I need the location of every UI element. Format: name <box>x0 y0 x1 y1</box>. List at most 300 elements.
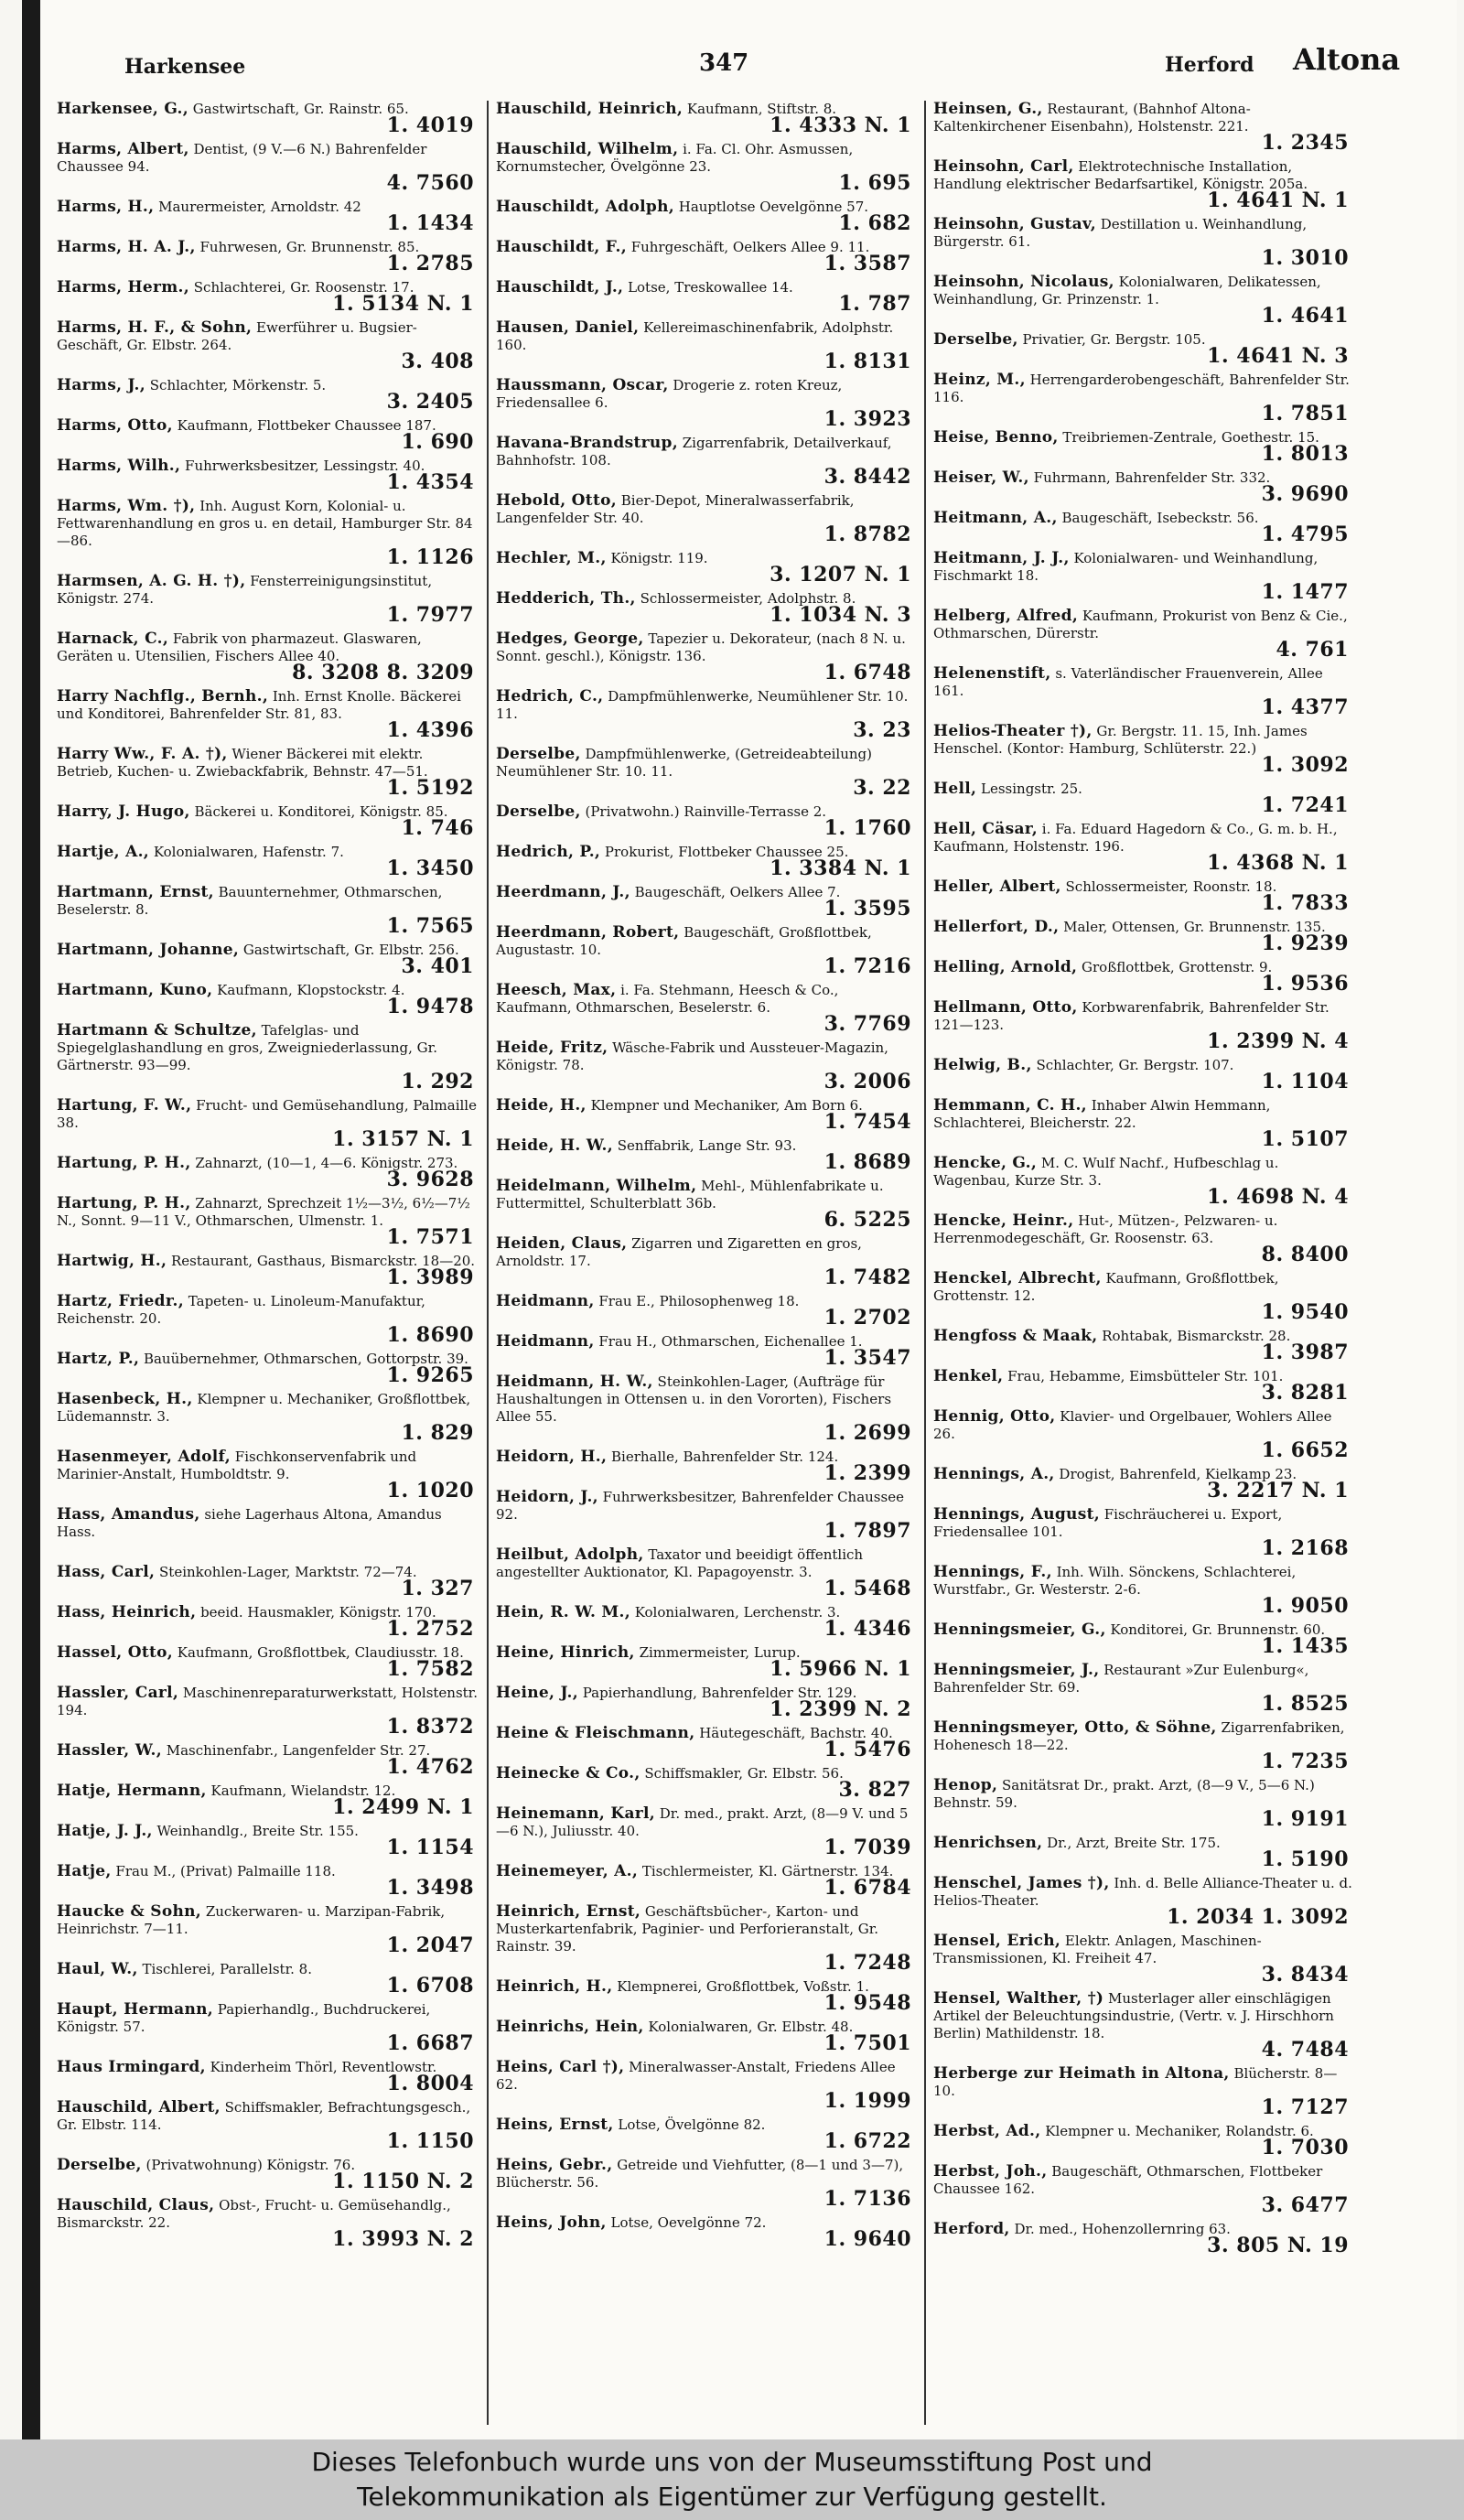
entry-details: Inh. August Korn, Kolonial- u. Fettwarenhandlung en gros u. en detail, Hamburger Str. 84—86. <box>57 498 473 549</box>
entry-phone-number: 1. 9536 <box>1261 972 1349 996</box>
entry-phone-number: 1. 9050 <box>1261 1594 1349 1618</box>
directory-entry <box>57 1253 479 1287</box>
directory-entry <box>496 630 917 682</box>
entry-name: Heerdmann, Robert, <box>496 923 680 942</box>
entry-details: Privatier, Gr. Bergstr. 105. <box>1022 331 1206 348</box>
entry-phone-number: 1. 8782 <box>824 522 911 546</box>
entry-name: Heinz, M., <box>933 371 1026 389</box>
entry-name: Heinsohn, Carl, <box>933 157 1074 176</box>
entry-details: Schlossermeister, Roonstr. 18. <box>1065 878 1277 895</box>
directory-entry <box>496 1292 917 1330</box>
entry-details: Baugeschäft, Oelkers Allee 7. <box>634 884 841 900</box>
entry-name: Harkensee, G., <box>57 101 188 118</box>
entry-name: Heerdmann, J., <box>496 883 630 901</box>
column-1 <box>49 101 487 2425</box>
entry-phone-number: 1. 1154 <box>386 1836 474 1859</box>
entry-name: Hass, Heinrich, <box>57 1603 197 1621</box>
entry-name: Derselbe, <box>496 745 581 763</box>
entry-name: Hartz, Friedr., <box>57 1292 184 1310</box>
directory-entry <box>57 1903 479 1955</box>
entry-details: Zahnarzt, Sprechzeit 1½—3½, 6½—7½ N., Sonnt. 9—11 V., Othmarschen, Ulmenstr. 1. <box>57 1195 470 1229</box>
entry-details: Klavier- und Orgelbauer, Wohlers Allee 26. <box>933 1408 1332 1442</box>
directory-entry <box>57 2059 479 2093</box>
entry-name: Derselbe, <box>496 802 581 821</box>
entry-name: Hatje, <box>57 1862 112 1880</box>
entry-name: Heinrichs, Hein, <box>496 2018 644 2036</box>
entry-details: Wiener Bäckerei mit elektr. Betrieb, Kuchen- u. Zwiebackfabrik, Behnstr. 47—51. <box>57 746 428 780</box>
entry-details: Kaufmann, Wielandstr. 12. <box>210 1782 396 1799</box>
directory-entry <box>57 1643 479 1681</box>
entry-name: Helwig, B., <box>933 1056 1032 1074</box>
entry-details: Schlossermeister, Adolphstr. 8. <box>640 590 856 607</box>
entry-phone-number: 1. 1477 <box>1261 580 1349 604</box>
directory-entry <box>57 2000 479 2055</box>
entry-details: Lotse, Övelgönne 82. <box>618 2116 766 2133</box>
directory-entry <box>57 1096 479 1151</box>
entry-name: Hasenmeyer, Adolf, <box>57 1448 231 1466</box>
header-city: Altona <box>1293 42 1401 77</box>
entry-phone-number: 1. 4346 <box>824 1617 911 1641</box>
entry-phone-number: 3. 805 N. 19 <box>1207 2234 1349 2257</box>
footer-line-1: Dieses Telefonbuch wurde uns von der Museumsstiftung Post und <box>311 2447 1153 2477</box>
entry-phone-number: 1. 1435 <box>1261 1634 1349 1658</box>
entry-phone-number: 1. 6687 <box>386 2031 474 2055</box>
entry-details: Kolonialwaren, Delikatessen, Weinhandlung, Gr. Prinzenstr. 1. <box>933 274 1321 307</box>
entry-details: Zigarrenfabrik, Detailverkauf, Bahnhofstr. 108. <box>496 435 892 468</box>
entry-details: Kellereimaschinenfabrik, Adolphstr. 160. <box>496 319 894 353</box>
directory-entry <box>57 1292 479 1347</box>
entry-phone-number: 1. 4368 N. 1 <box>1207 851 1349 875</box>
entry-phone-number: 1. 2345 <box>1261 131 1349 155</box>
directory-entry <box>57 198 479 235</box>
entry-phone-number: 1. 3595 <box>824 897 911 921</box>
entry-name: Hencke, G., <box>933 1154 1038 1172</box>
entry-phone-number: 1. 3498 <box>386 1876 474 1900</box>
entry-name: Heidmann, H. W., <box>496 1373 653 1391</box>
entry-details: Klempner u. Mechaniker, Rolandstr. 6. <box>1045 2123 1314 2139</box>
entry-name: Hausen, Daniel, <box>496 318 640 337</box>
entry-phone-number: 1. 682 <box>838 211 911 235</box>
entry-phone-number: 1. 6784 <box>824 1876 911 1900</box>
entry-phone-number: 1. 1150 N. 2 <box>332 2170 474 2193</box>
entry-phone-number: 1. 9239 <box>1261 932 1349 955</box>
entry-name: Harms, H., <box>57 198 155 216</box>
entry-phone-number: 1. 5192 <box>386 776 474 800</box>
entry-phone-number: 1. 2499 N. 1 <box>332 1795 474 1819</box>
archive-footer <box>0 2439 1464 2520</box>
entry-phone-number: 1. 5190 <box>1261 1847 1349 1871</box>
entry-name: Hartz, P., <box>57 1350 140 1368</box>
entry-phone-number: 1. 2752 <box>386 1617 474 1641</box>
entry-name: Hartung, P. H., <box>57 1194 191 1212</box>
directory-entry <box>57 1862 479 1900</box>
entry-phone-number: 1. 4354 <box>386 470 474 494</box>
entry-phone-number: 3. 8442 <box>824 465 911 489</box>
footer-line-2: Telekommunikation als Eigentümer zur Verfügung gestellt. <box>357 2482 1107 2512</box>
entry-phone-number: 4. 7560 <box>386 171 474 195</box>
entry-details: Tapeten- u. Linoleum-Manufaktur, Reichenstr. 20. <box>57 1293 425 1327</box>
entry-details: Schlachterei, Gr. Roosenstr. 17. <box>193 279 414 296</box>
entry-details: Kaufmann, Stiftstr. 8. <box>686 101 837 117</box>
entry-phone-number: 8. 8400 <box>1261 1243 1349 1266</box>
directory-entry <box>496 1448 917 1485</box>
entry-details: Dentist, (9 V.—6 N.) Bahrenfelder Chaussee 94. <box>57 141 427 175</box>
entry-name: Henningsmeier, G., <box>933 1621 1106 1639</box>
entry-details: Bier-Depot, Mineralwasserfabrik, Langenfelder Str. 40. <box>496 492 855 526</box>
entry-details: Inh. Wilh. Sönckens, Schlachterei, Wurstfabr., Gr. Westerstr. 2-6. <box>933 1564 1297 1598</box>
entry-details: Bierhalle, Bahrenfelder Str. 124. <box>611 1448 839 1465</box>
entry-details: Schlachter, Mörkenstr. 5. <box>149 377 327 393</box>
entry-details: Baugeschäft, Großflottbek, Augustastr. 10. <box>496 924 872 958</box>
directory-entry <box>496 1177 917 1232</box>
entry-phone-number: 1. 1104 <box>1261 1070 1349 1093</box>
entry-name: Helios-Theater †), <box>933 722 1093 740</box>
entry-name: Hengfoss & Maak, <box>933 1327 1098 1345</box>
entry-phone-number: 1. 7565 <box>386 914 474 938</box>
directory-entry <box>496 2116 917 2153</box>
directory-entry <box>496 278 917 316</box>
entry-name: Heitmann, J. J., <box>933 549 1070 567</box>
directory-entry <box>496 687 917 742</box>
page-header <box>99 40 1401 86</box>
entry-name: Haupt, Hermann, <box>57 2000 213 2019</box>
entry-phone-number: 1. 3989 <box>386 1265 474 1289</box>
entry-name: Herford, <box>933 2220 1010 2238</box>
entry-phone-number: 3. 8434 <box>1261 1963 1349 1987</box>
entry-name: Hartmann, Ernst, <box>57 883 214 901</box>
entry-name: Heinrich, H., <box>496 1977 613 1996</box>
entry-name: Heise, Benno, <box>933 428 1059 447</box>
entry-details: Senffabrik, Lange Str. 93. <box>617 1137 797 1154</box>
entry-name: Heller, Albert, <box>933 878 1061 896</box>
entry-details: Destillation u. Weinhandlung, Bürgerstr. 61. <box>933 216 1308 250</box>
entry-name: Hedrich, C., <box>496 687 604 705</box>
entry-phone-number: 3. 2217 N. 1 <box>1207 1479 1349 1502</box>
entry-details: Drogist, Bahrenfeld, Kielkamp 23. <box>1059 1466 1297 1482</box>
entry-phone-number: 1. 7241 <box>1261 793 1349 817</box>
entry-phone-number: 1. 1434 <box>386 211 474 235</box>
entry-details: Taxator und beeidigt öffentlich angestellter Auktionator, Kl. Papagoyenstr. 3. <box>496 1546 864 1580</box>
directory-entry <box>57 1155 479 1189</box>
entry-details: Fuhrwesen, Gr. Brunnenstr. 85. <box>199 239 420 255</box>
entry-phone-number: 1. 2168 <box>1261 1536 1349 1560</box>
entry-phone-number: 1. 2699 <box>824 1421 911 1445</box>
entry-name: Helenenstift, <box>933 664 1051 683</box>
entry-details: Steinkohlen-Lager, Marktstr. 72—74. <box>159 1564 417 1580</box>
entry-details: Hauptlotse Oevelgönne 57. <box>678 199 869 215</box>
entry-details: Kaufmann, Prokurist von Benz & Cie., Othmarschen, Dürerstr. <box>933 608 1348 641</box>
entry-phone-number: 1. 7501 <box>824 2031 911 2055</box>
directory-entry <box>57 687 479 742</box>
entry-name: Hassler, W., <box>57 1741 162 1760</box>
directory-entry <box>933 998 1354 1053</box>
entry-phone-number: 4. 7484 <box>1261 2038 1349 2062</box>
entry-name: Derselbe, <box>933 330 1018 349</box>
directory-entry <box>933 2123 1354 2157</box>
entry-details: Fensterreinigungsinstitut, Königstr. 274. <box>57 573 433 607</box>
directory-page <box>22 0 1457 2439</box>
directory-entry <box>496 2058 917 2113</box>
entry-name: Hassel, Otto, <box>57 1643 174 1662</box>
entry-phone-number: 1. 8131 <box>824 350 911 373</box>
entry-name: Hauschild, Claus, <box>57 2196 215 2214</box>
entry-name: Hensel, Walther, †) <box>933 1989 1104 2008</box>
entry-name: Henop, <box>933 1776 998 1794</box>
entry-details: Schiffsmakler, Gr. Elbstr. 56. <box>644 1765 844 1782</box>
entry-details: Lessingstr. 25. <box>981 781 1082 797</box>
entry-name: Heine & Fleischmann, <box>496 1724 695 1742</box>
directory-entry <box>57 2196 479 2251</box>
entry-details: Elektr. Anlagen, Maschinen-Transmissionen, Kl. Freiheit 47. <box>933 1933 1262 1966</box>
directory-entry <box>933 215 1354 270</box>
entry-details: Konditorei, Gr. Brunnenstr. 60. <box>1110 1621 1326 1638</box>
entry-name: Heinemann, Karl, <box>496 1804 655 1823</box>
entry-phone-number: 1. 9640 <box>824 2227 911 2251</box>
entry-details: Häutegeschäft, Bachstr. 40. <box>699 1725 893 1741</box>
directory-entry <box>933 1719 1354 1771</box>
directory-entry <box>57 941 479 978</box>
entry-details: Dr., Arzt, Breite Str. 175. <box>1047 1835 1221 1851</box>
entry-phone-number: 1. 2785 <box>386 252 474 275</box>
entry-phone-number: 1. 7454 <box>824 1110 911 1134</box>
entry-name: Hennig, Otto, <box>933 1407 1056 1426</box>
entry-phone-number: 1. 4396 <box>386 718 474 742</box>
directory-entry <box>496 1332 917 1370</box>
entry-name: Hauschildt, F., <box>496 238 627 256</box>
entry-details: Geschäftsbücher-, Karton- und Musterkartenfabrik, Paginier- und Perforieranstalt, Gr. Rainstr. 39. <box>496 1903 879 1955</box>
entry-details: Sanitätsrat Dr., prakt. Arzt, (8—9 V., 5—6 N.) Behnstr. 59. <box>933 1777 1315 1811</box>
entry-details: Fabrik von pharmazeut. Glaswaren, Geräten u. Utensilien, Fischers Allee 40. <box>57 630 422 664</box>
entry-phone-number: 3. 408 <box>401 350 474 373</box>
entry-details: Schiffsmakler, Befrachtungsgesch., Gr. Elbstr. 114. <box>57 2099 471 2133</box>
directory-entry <box>496 1725 917 1759</box>
entry-phone-number: 1. 787 <box>838 292 911 316</box>
entry-name: Harms, Otto, <box>57 416 173 435</box>
directory-entry <box>496 549 917 587</box>
entry-phone-number: 1. 6722 <box>824 2129 911 2153</box>
directory-entry <box>57 319 479 371</box>
directory-entry <box>57 1684 479 1739</box>
entry-name: Henkel, <box>933 1367 1004 1385</box>
directory-entry <box>496 1039 917 1091</box>
entry-name: Herbst, Joh., <box>933 2162 1048 2181</box>
entry-name: Hein, R. W. M., <box>496 1603 630 1621</box>
entry-details: Klempner u. Mechaniker, Großflottbek, Lüdemannstr. 3. <box>57 1391 471 1425</box>
entry-name: Heidmann, <box>496 1292 595 1310</box>
entry-name: Harms, Albert, <box>57 140 189 158</box>
entry-details: Tapezier u. Dekorateur, (nach 8 N. u. Sonnt. geschl.), Königstr. 136. <box>496 630 906 664</box>
entry-phone-number: 1. 3993 N. 2 <box>332 2227 474 2251</box>
entry-phone-number: 1. 695 <box>838 171 911 195</box>
entry-phone-number: 1. 4795 <box>1261 522 1349 546</box>
directory-entry <box>933 958 1354 996</box>
entry-name: Hebold, Otto, <box>496 491 617 510</box>
entry-phone-number: 1. 7897 <box>824 1519 911 1543</box>
directory-entry <box>933 273 1354 328</box>
directory-entry <box>496 1684 917 1721</box>
entry-name: Heine, J., <box>496 1684 578 1702</box>
entry-details: Mehl-, Mühlenfabrikate u. Futtermittel, Schulterblatt 36b. <box>496 1178 884 1212</box>
directory-entry <box>57 572 479 627</box>
entry-name: Hauschild, Wilhelm, <box>496 140 679 158</box>
entry-name: Henckel, Albrecht, <box>933 1269 1102 1287</box>
entry-details: i. Fa. Stehmann, Heesch & Co., Kaufmann, Othmarschen, Beselerstr. 6. <box>496 982 839 1016</box>
entry-name: Hartwig, H., <box>57 1252 167 1270</box>
entry-phone-number: 1. 4019 <box>386 113 474 137</box>
directory-entry <box>57 1022 479 1091</box>
entry-name: Haus Irmingard, <box>57 2058 206 2076</box>
entry-phone-number: 1. 3010 <box>1261 246 1349 270</box>
entry-details: Zahnarzt, (10—1, 4—6. Königstr. 273. <box>195 1155 458 1171</box>
entry-name: Hass, Amandus, <box>57 1505 200 1524</box>
entry-phone-number: 3. 22 <box>853 776 911 800</box>
directory-entry <box>496 923 917 978</box>
entry-details: (Privatwohnung) Königstr. 76. <box>145 2157 356 2173</box>
directory-entry <box>933 1154 1354 1209</box>
entry-name: Heins, Gebr., <box>496 2156 613 2174</box>
entry-name: Hartmann, Johanne, <box>57 941 240 959</box>
entry-name: Hemmann, C. H., <box>933 1096 1087 1115</box>
entry-phone-number: 1. 5107 <box>1261 1127 1349 1151</box>
entry-name: Harmsen, A. G. H. †), <box>57 572 246 590</box>
entry-name: Hauschild, Albert, <box>57 2098 221 2116</box>
entry-name: Harnack, C., <box>57 630 169 648</box>
entry-details: Restaurant, Gasthaus, Bismarckstr. 18—20. <box>170 1253 476 1269</box>
entry-details: Weinhandlg., Breite Str. 155. <box>156 1823 359 1839</box>
directory-entry <box>933 158 1354 210</box>
entry-details: Prokurist, Flottbeker Chaussee 25. <box>604 844 849 860</box>
entry-phone-number: 1. 7851 <box>1261 402 1349 425</box>
entry-phone-number: 1. 829 <box>401 1421 474 1445</box>
entry-details: Treibriemen-Zentrale, Goethestr. 15. <box>1062 429 1319 446</box>
entry-details: Zimmermeister, Lurup. <box>639 1644 801 1661</box>
directory-entry <box>933 664 1354 719</box>
entry-details: Tafelglas- und Spiegelglashandlung en gros, Zweigniederlassung, Gr. Gärtnerstr. 93—99. <box>57 1022 437 1073</box>
directory-entry <box>496 1977 917 2015</box>
entry-phone-number: 1. 4333 N. 1 <box>770 113 911 137</box>
entry-phone-number: 1. 2034 1. 3092 <box>1167 1905 1349 1929</box>
entry-phone-number: 1. 292 <box>401 1070 474 1093</box>
directory-entry <box>933 878 1354 915</box>
directory-entry <box>496 492 917 544</box>
entry-name: Heinsen, G., <box>933 101 1043 118</box>
entry-phone-number: 1. 4377 <box>1261 695 1349 719</box>
entry-phone-number: 1. 8525 <box>1261 1692 1349 1716</box>
entry-details: Klempner und Mechaniker, Am Born 6. <box>590 1097 863 1114</box>
entry-name: Harry, J. Hugo, <box>57 802 190 821</box>
directory-entry <box>496 589 917 627</box>
entry-details: beeid. Hausmakler, Königstr. 170. <box>200 1604 436 1621</box>
directory-entry <box>933 1621 1354 1658</box>
entry-phone-number: 1. 9548 <box>824 1991 911 2015</box>
entry-name: Hassler, Carl, <box>57 1684 179 1702</box>
entry-phone-number: 1. 8013 <box>1261 442 1349 466</box>
directory-entry <box>57 883 479 938</box>
entry-phone-number: 6. 5225 <box>824 1208 911 1232</box>
entry-details: Kaufmann, Großflottbek, Claudiusstr. 18. <box>177 1644 464 1661</box>
directory-entry <box>496 2018 917 2055</box>
entry-name: Derselbe, <box>57 2156 142 2174</box>
entry-details: Dampfmühlenwerke, Neumühlener Str. 10. 11. <box>496 688 909 722</box>
directory-entry <box>57 1741 479 1779</box>
entry-details: Gastwirtschaft, Gr. Elbstr. 256. <box>242 942 459 958</box>
entry-details: siehe Lagerhaus Altona, Amandus Hass. <box>57 1506 442 1540</box>
directory-entry <box>57 1194 479 1249</box>
entry-name: Heidelmann, Wilhelm, <box>496 1177 697 1195</box>
entry-details: Elektrotechnische Installation, Handlung elektrischer Bedarfsartikel, Königstr. 205a. <box>933 158 1308 192</box>
entry-details: Großflottbek, Grottenstr. 9. <box>1082 959 1273 975</box>
entry-phone-number: 4. 761 <box>1276 638 1349 662</box>
entry-name: Herbst, Ad., <box>933 2122 1041 2140</box>
directory-entry <box>933 820 1354 875</box>
entry-details: Fuhrwerksbesitzer, Lessingstr. 40. <box>185 458 425 474</box>
entry-phone-number: 1. 7216 <box>824 954 911 978</box>
entry-phone-number: 1. 5476 <box>824 1738 911 1761</box>
entry-details: i. Fa. Cl. Ohr. Asmussen, Kornumstecher, Övelgönne 23. <box>496 141 854 175</box>
entry-phone-number: 1. 746 <box>401 816 474 840</box>
entry-name: Heinrich, Ernst, <box>496 1902 641 1921</box>
directory-entry <box>933 1367 1354 1405</box>
entry-name: Hellerfort, D., <box>933 918 1060 936</box>
entry-details: Tischlerei, Parallelstr. 8. <box>142 1961 312 1977</box>
directory-entry <box>57 376 479 414</box>
directory-entry <box>57 1960 479 1998</box>
entry-phone-number: 1. 7977 <box>386 603 474 627</box>
entry-phone-number: 1. 2399 <box>824 1461 911 1485</box>
entry-phone-number: 1. 3384 N. 1 <box>770 856 911 880</box>
entry-phone-number: 1. 1020 <box>386 1479 474 1502</box>
entry-details: Drogerie z. roten Kreuz, Friedensallee 6. <box>496 377 843 411</box>
directory-entry <box>496 1373 917 1445</box>
directory-entry <box>933 1328 1354 1362</box>
directory-entry <box>933 722 1354 777</box>
entry-name: Hell, Cäsar, <box>933 820 1039 838</box>
entry-details: Kaufmann, Klopstockstr. 4. <box>217 982 405 998</box>
entry-details: Fuhrmann, Bahrenfelder Str. 332. <box>1033 469 1271 486</box>
entry-phone-number: 1. 4641 <box>1261 304 1349 328</box>
directory-entry <box>57 140 479 195</box>
entry-details: Maurermeister, Arnoldstr. 42 <box>158 199 361 215</box>
entry-phone-number: 3. 6477 <box>1261 2193 1349 2217</box>
entry-name: Heidmann, <box>496 1332 595 1351</box>
column-3 <box>924 101 1362 2425</box>
entry-name: Hauschildt, Adolph, <box>496 198 674 216</box>
entry-phone-number: 1. 4641 N. 3 <box>1207 344 1349 368</box>
entry-name: Hedderich, Th., <box>496 589 636 608</box>
entry-phone-number: 1. 1150 <box>386 2129 474 2153</box>
entry-name: Henschel, James †), <box>933 1874 1110 1892</box>
entry-name: Hass, Carl, <box>57 1563 156 1581</box>
directory-entry <box>933 1407 1354 1462</box>
entry-phone-number: 1. 8690 <box>386 1323 474 1347</box>
directory-entry <box>57 802 479 840</box>
entry-phone-number: 1. 4762 <box>386 1755 474 1779</box>
entry-phone-number: 1. 9478 <box>386 995 474 1018</box>
entry-phone-number: 3. 1207 N. 1 <box>770 563 911 587</box>
entry-details: Fischkonservenfabrik und Marinier-Anstalt, Humboldtstr. 9. <box>57 1448 417 1482</box>
directory-entry <box>496 1764 917 1802</box>
entry-name: Hatje, J. J., <box>57 1822 153 1840</box>
directory-entry <box>57 1506 479 1557</box>
entry-details: Fuhrwerksbesitzer, Bahrenfelder Chaussee 92. <box>496 1489 904 1523</box>
directory-entry <box>57 457 479 494</box>
directory-entry <box>933 468 1354 506</box>
directory-entry <box>933 101 1354 155</box>
entry-name: Heinsohn, Nicolaus, <box>933 273 1114 291</box>
entry-name: Hartmann & Schultze, <box>57 1021 257 1039</box>
directory-entry <box>933 1989 1354 2062</box>
entry-name: Heinemeyer, A., <box>496 1862 639 1880</box>
